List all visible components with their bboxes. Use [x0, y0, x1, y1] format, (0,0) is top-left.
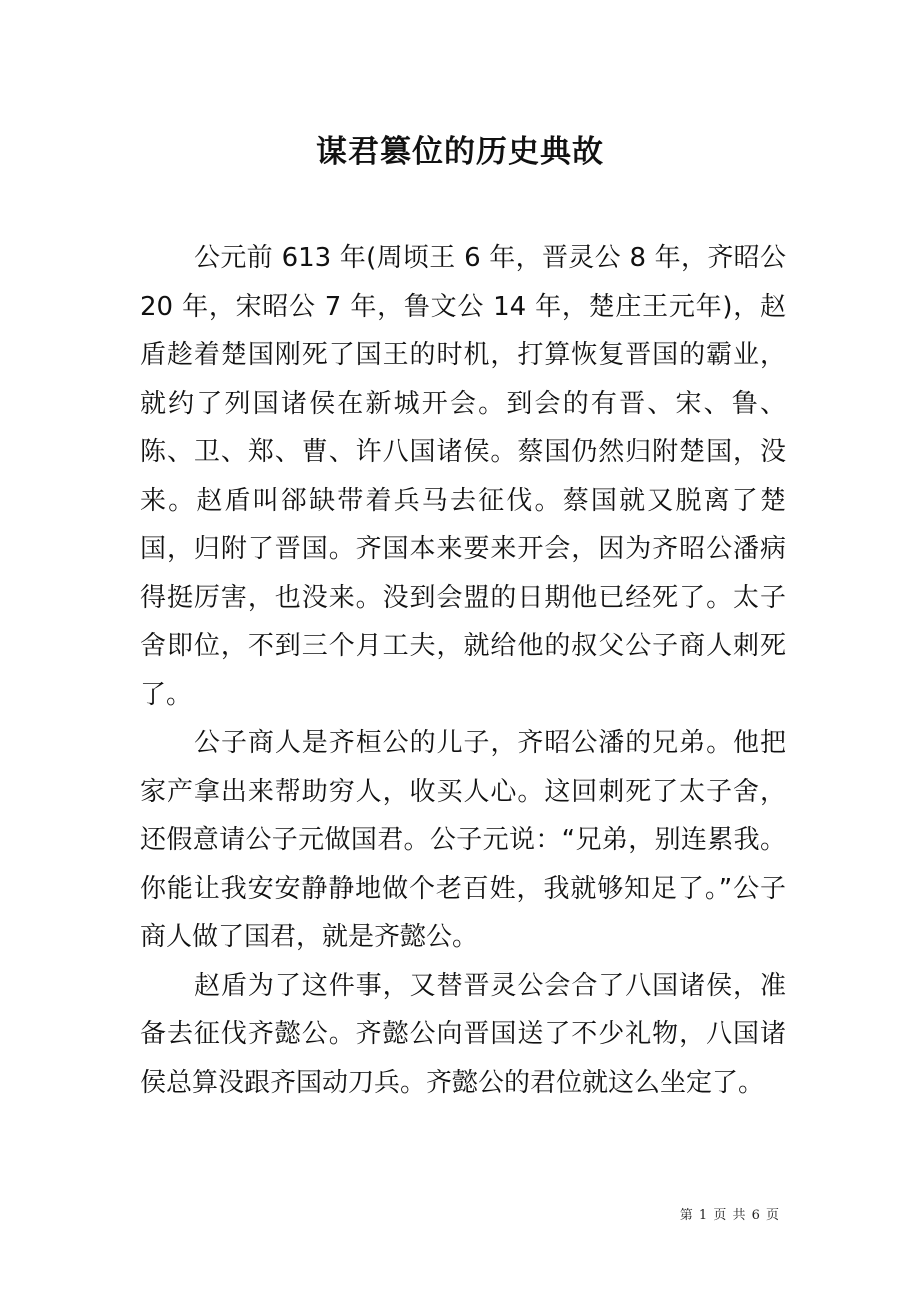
paragraph-3: 赵盾为了这件事，又替晋灵公会合了八国诸侯，准备去征伐齐懿公。齐懿公向晋国送了不少礼物，八国诸侯总算没跟齐国动刀兵。齐懿公的君位就这么坐定了。 [140, 970, 786, 1098]
page-title: 谋君篡位的历史典故 [316, 134, 604, 170]
paragraph-1: 公元前 613 年(周顷王 6 年，晋灵公 8 年，齐昭公 20 年，宋昭公 7 年，鲁文公 14 年，楚庄王元年)，赵盾趁着楚国刚死了国王的时机，打算恢复晋国的霸业，就约了列国诸侯在新城开会。到会的有晋、宋、鲁、陈、卫、郑、曹、许八国诸侯。蔡国仍然归附楚国，没来。赵盾叫郤缺带着兵马去征伐。蔡国就又脱离了楚国，归附了晋国。齐国本来要来开会，因为齐昭公潘病得挺厉害，也没来。没到会盟的日期他已经死了。太子舍即位，不到三个月工夫，就给他的叔父公子商人刺死了。 [140, 243, 786, 710]
paragraph-2: 公子商人是齐桓公的儿子，齐昭公潘的兄弟。他把家产拿出来帮助穷人，收买人心。这回刺死了太子舍，还假意请公子元做国君。公子元说：“兄弟，别连累我。你能让我安安静静地做个老百姓，我就够知足了。”公子商人做了国君，就是齐懿公。 [140, 728, 786, 952]
document-body [140, 234, 786, 1107]
page-number-footer: 第 1 页 共 6 页 [679, 1208, 780, 1223]
